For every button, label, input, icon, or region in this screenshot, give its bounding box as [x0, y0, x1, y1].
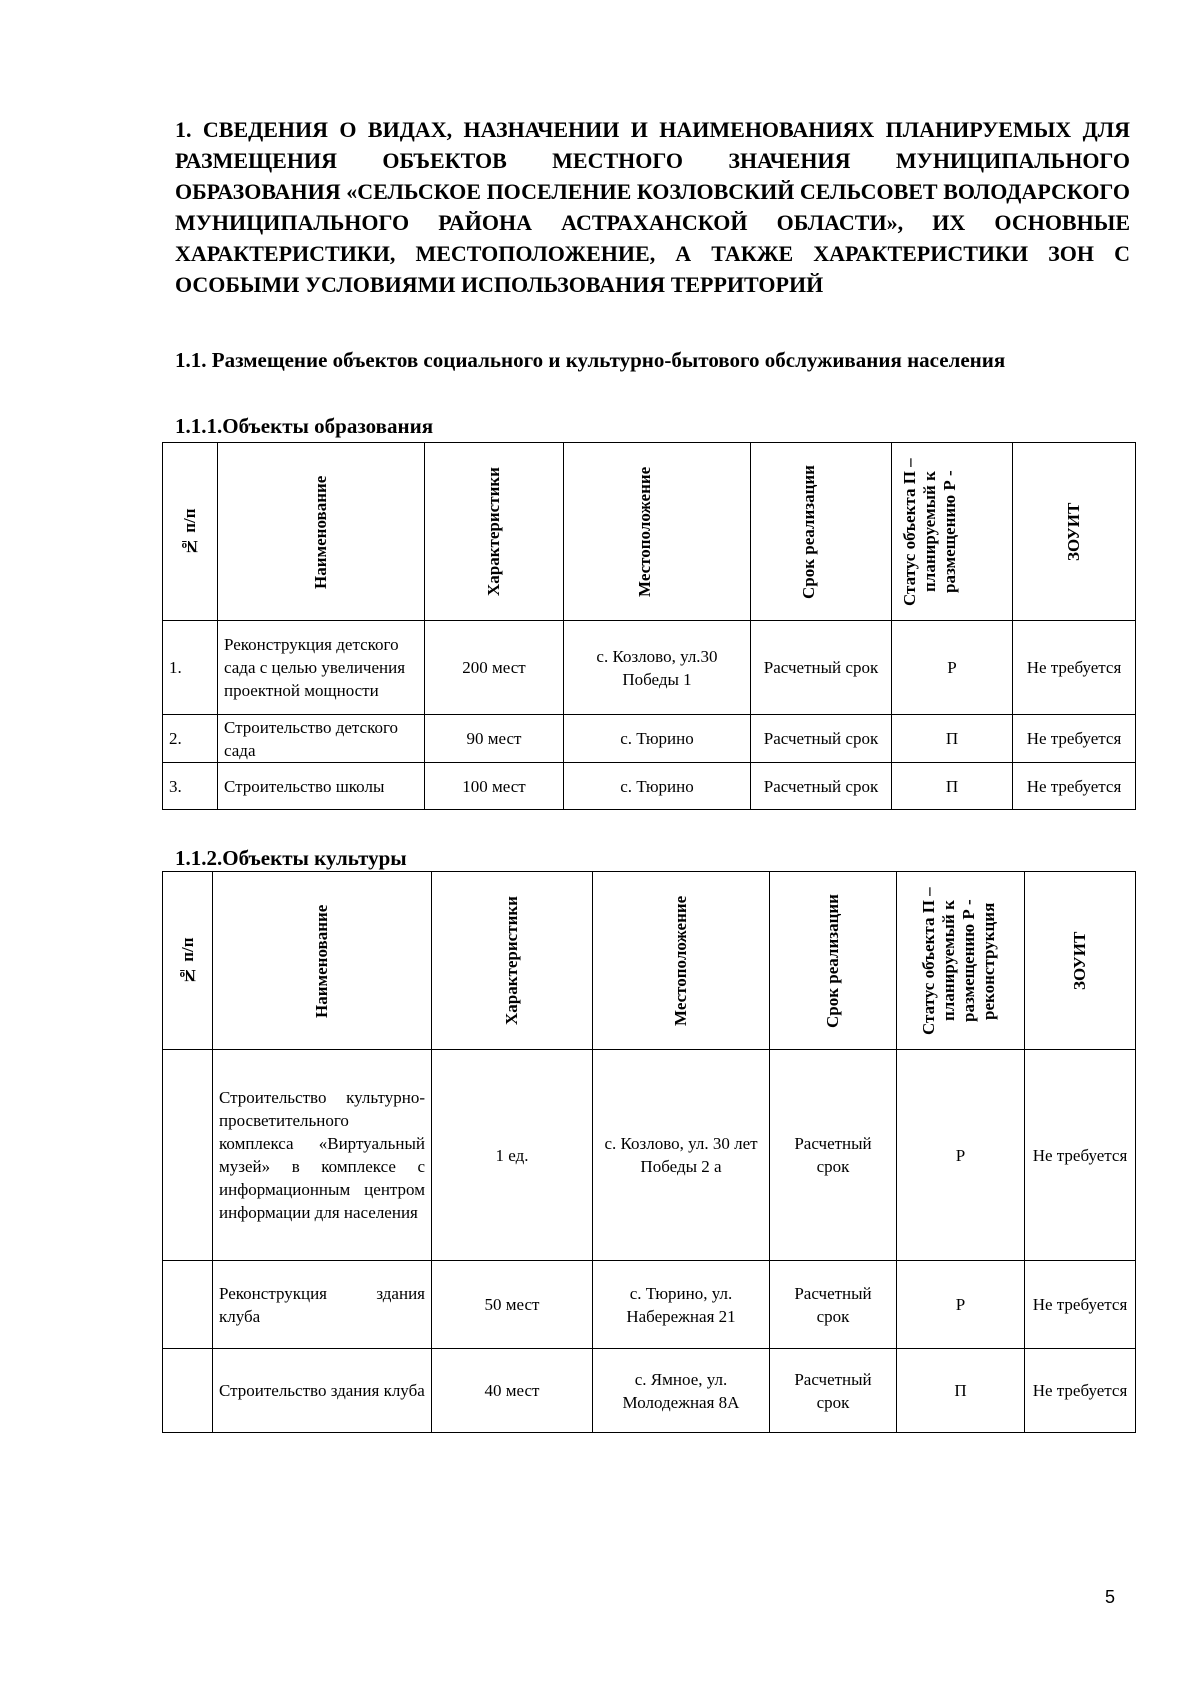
section-title-1-1-2: 1.1.2.Объекты культуры	[175, 846, 407, 870]
cell-num	[163, 1261, 213, 1349]
cell-num	[163, 1349, 213, 1433]
page-number: 5	[1105, 1587, 1116, 1607]
section-title-1-1-1: 1.1.1.Объекты образования	[175, 414, 434, 438]
cell-chars: 100 мест	[425, 763, 564, 810]
table-row	[163, 715, 1136, 763]
cell-term: Расчетный срок	[751, 715, 892, 763]
header-location: Местоположение	[564, 443, 751, 621]
header-num: № п/п	[163, 443, 218, 621]
header-zouit: ЗОУИТ	[1013, 443, 1136, 621]
header-term: Срок реализации	[751, 443, 892, 621]
cell-chars: 40 мест	[432, 1349, 593, 1433]
cell-status: П	[897, 1349, 1025, 1433]
cell-name: Реконструкция здания клуба	[213, 1261, 432, 1349]
cell-location: с. Ямное, ул. Молодежная 8А	[593, 1349, 770, 1433]
cell-status: П	[892, 763, 1013, 810]
education-objects-table	[162, 442, 1136, 810]
cell-zouit: Не требуется	[1025, 1050, 1136, 1261]
table-row	[163, 763, 1136, 810]
cell-num: 3.	[163, 763, 218, 810]
document-heading: 1. СВЕДЕНИЯ О ВИДАХ, НАЗНАЧЕНИИ И НАИМЕНОВАНИЯХ ПЛАНИРУЕМЫХ ДЛЯ РАЗМЕЩЕНИЯ ОБЪЕКТОВ МЕСТНОГО ЗНАЧЕНИЯ МУНИЦИПАЛЬНОГО ОБРАЗОВАНИЯ «СЕЛЬСКОЕ ПОСЕЛЕНИЕ КОЗЛОВСКИЙ СЕЛЬСОВЕТ ВОЛОДАРСКОГО МУНИЦИПАЛЬНОГО РАЙОНА АСТРАХАНСКОЙ ОБЛАСТИ», ИХ ОСНОВНЫЕ ХАРАКТЕРИСТИКИ, МЕСТОПОЛОЖЕНИЕ, А ТАКЖЕ ХАРАКТЕРИСТИКИ ЗОН С ОСОБЫМИ УСЛОВИЯМИ ИСПОЛЬЗОВАНИЯ ТЕРРИТОРИЙ	[175, 117, 1130, 297]
cell-status: Р	[897, 1050, 1025, 1261]
cell-location: с. Козлово, ул.30 Победы 1	[564, 621, 751, 715]
cell-chars: 200 мест	[425, 621, 564, 715]
cell-num	[163, 1050, 213, 1261]
table-header-row	[163, 872, 1136, 1050]
cell-num: 2.	[163, 715, 218, 763]
cell-status: Р	[897, 1261, 1025, 1349]
header-name: Наименование	[213, 872, 432, 1050]
cell-status: П	[892, 715, 1013, 763]
cell-chars: 1 ед.	[432, 1050, 593, 1261]
cell-name: Строительство культурно-просветительного комплекса «Виртуальный музей» в комплексе с информационным центром информации для населения	[213, 1050, 432, 1261]
section-title-1-1: 1.1. Размещение объектов социального и культурно-бытового обслуживания населения	[175, 348, 1006, 372]
header-status: Статус объекта П – планируемый к размещению Р -	[892, 443, 1013, 621]
table-row	[163, 621, 1136, 715]
cell-name: Реконструкция детского сада с целью увеличения проектной мощности	[218, 621, 425, 715]
cell-status: Р	[892, 621, 1013, 715]
cell-chars: 90 мест	[425, 715, 564, 763]
cell-location: с. Тюрино	[564, 763, 751, 810]
culture-objects-table	[162, 871, 1136, 1433]
cell-zouit: Не требуется	[1013, 621, 1136, 715]
table-header-row	[163, 443, 1136, 621]
cell-term: Расчетный срок	[770, 1050, 897, 1261]
cell-location: с. Козлово, ул. 30 лет Победы 2 а	[593, 1050, 770, 1261]
cell-zouit: Не требуется	[1013, 763, 1136, 810]
header-chars: Характеристики	[432, 872, 593, 1050]
cell-name: Строительство школы	[218, 763, 425, 810]
cell-chars: 50 мест	[432, 1261, 593, 1349]
table-row	[163, 1050, 1136, 1261]
cell-zouit: Не требуется	[1025, 1261, 1136, 1349]
cell-num: 1.	[163, 621, 218, 715]
cell-term: Расчетный срок	[770, 1261, 897, 1349]
header-term: Срок реализации	[770, 872, 897, 1050]
table-row	[163, 1261, 1136, 1349]
header-num: № п/п	[163, 872, 213, 1050]
cell-term: Расчетный срок	[751, 763, 892, 810]
header-name: Наименование	[218, 443, 425, 621]
cell-location: с. Тюрино	[564, 715, 751, 763]
cell-name: Строительство детского сада	[218, 715, 425, 763]
header-status: Статус объекта П – планируемый к размещению Р - реконструкция	[897, 872, 1025, 1050]
header-location: Местоположение	[593, 872, 770, 1050]
cell-term: Расчетный срок	[770, 1349, 897, 1433]
cell-zouit: Не требуется	[1013, 715, 1136, 763]
cell-name: Строительство здания клуба	[213, 1349, 432, 1433]
cell-term: Расчетный срок	[751, 621, 892, 715]
cell-zouit: Не требуется	[1025, 1349, 1136, 1433]
table-row	[163, 1349, 1136, 1433]
header-chars: Характеристики	[425, 443, 564, 621]
header-zouit: ЗОУИТ	[1025, 872, 1136, 1050]
cell-location: с. Тюрино, ул. Набережная 21	[593, 1261, 770, 1349]
